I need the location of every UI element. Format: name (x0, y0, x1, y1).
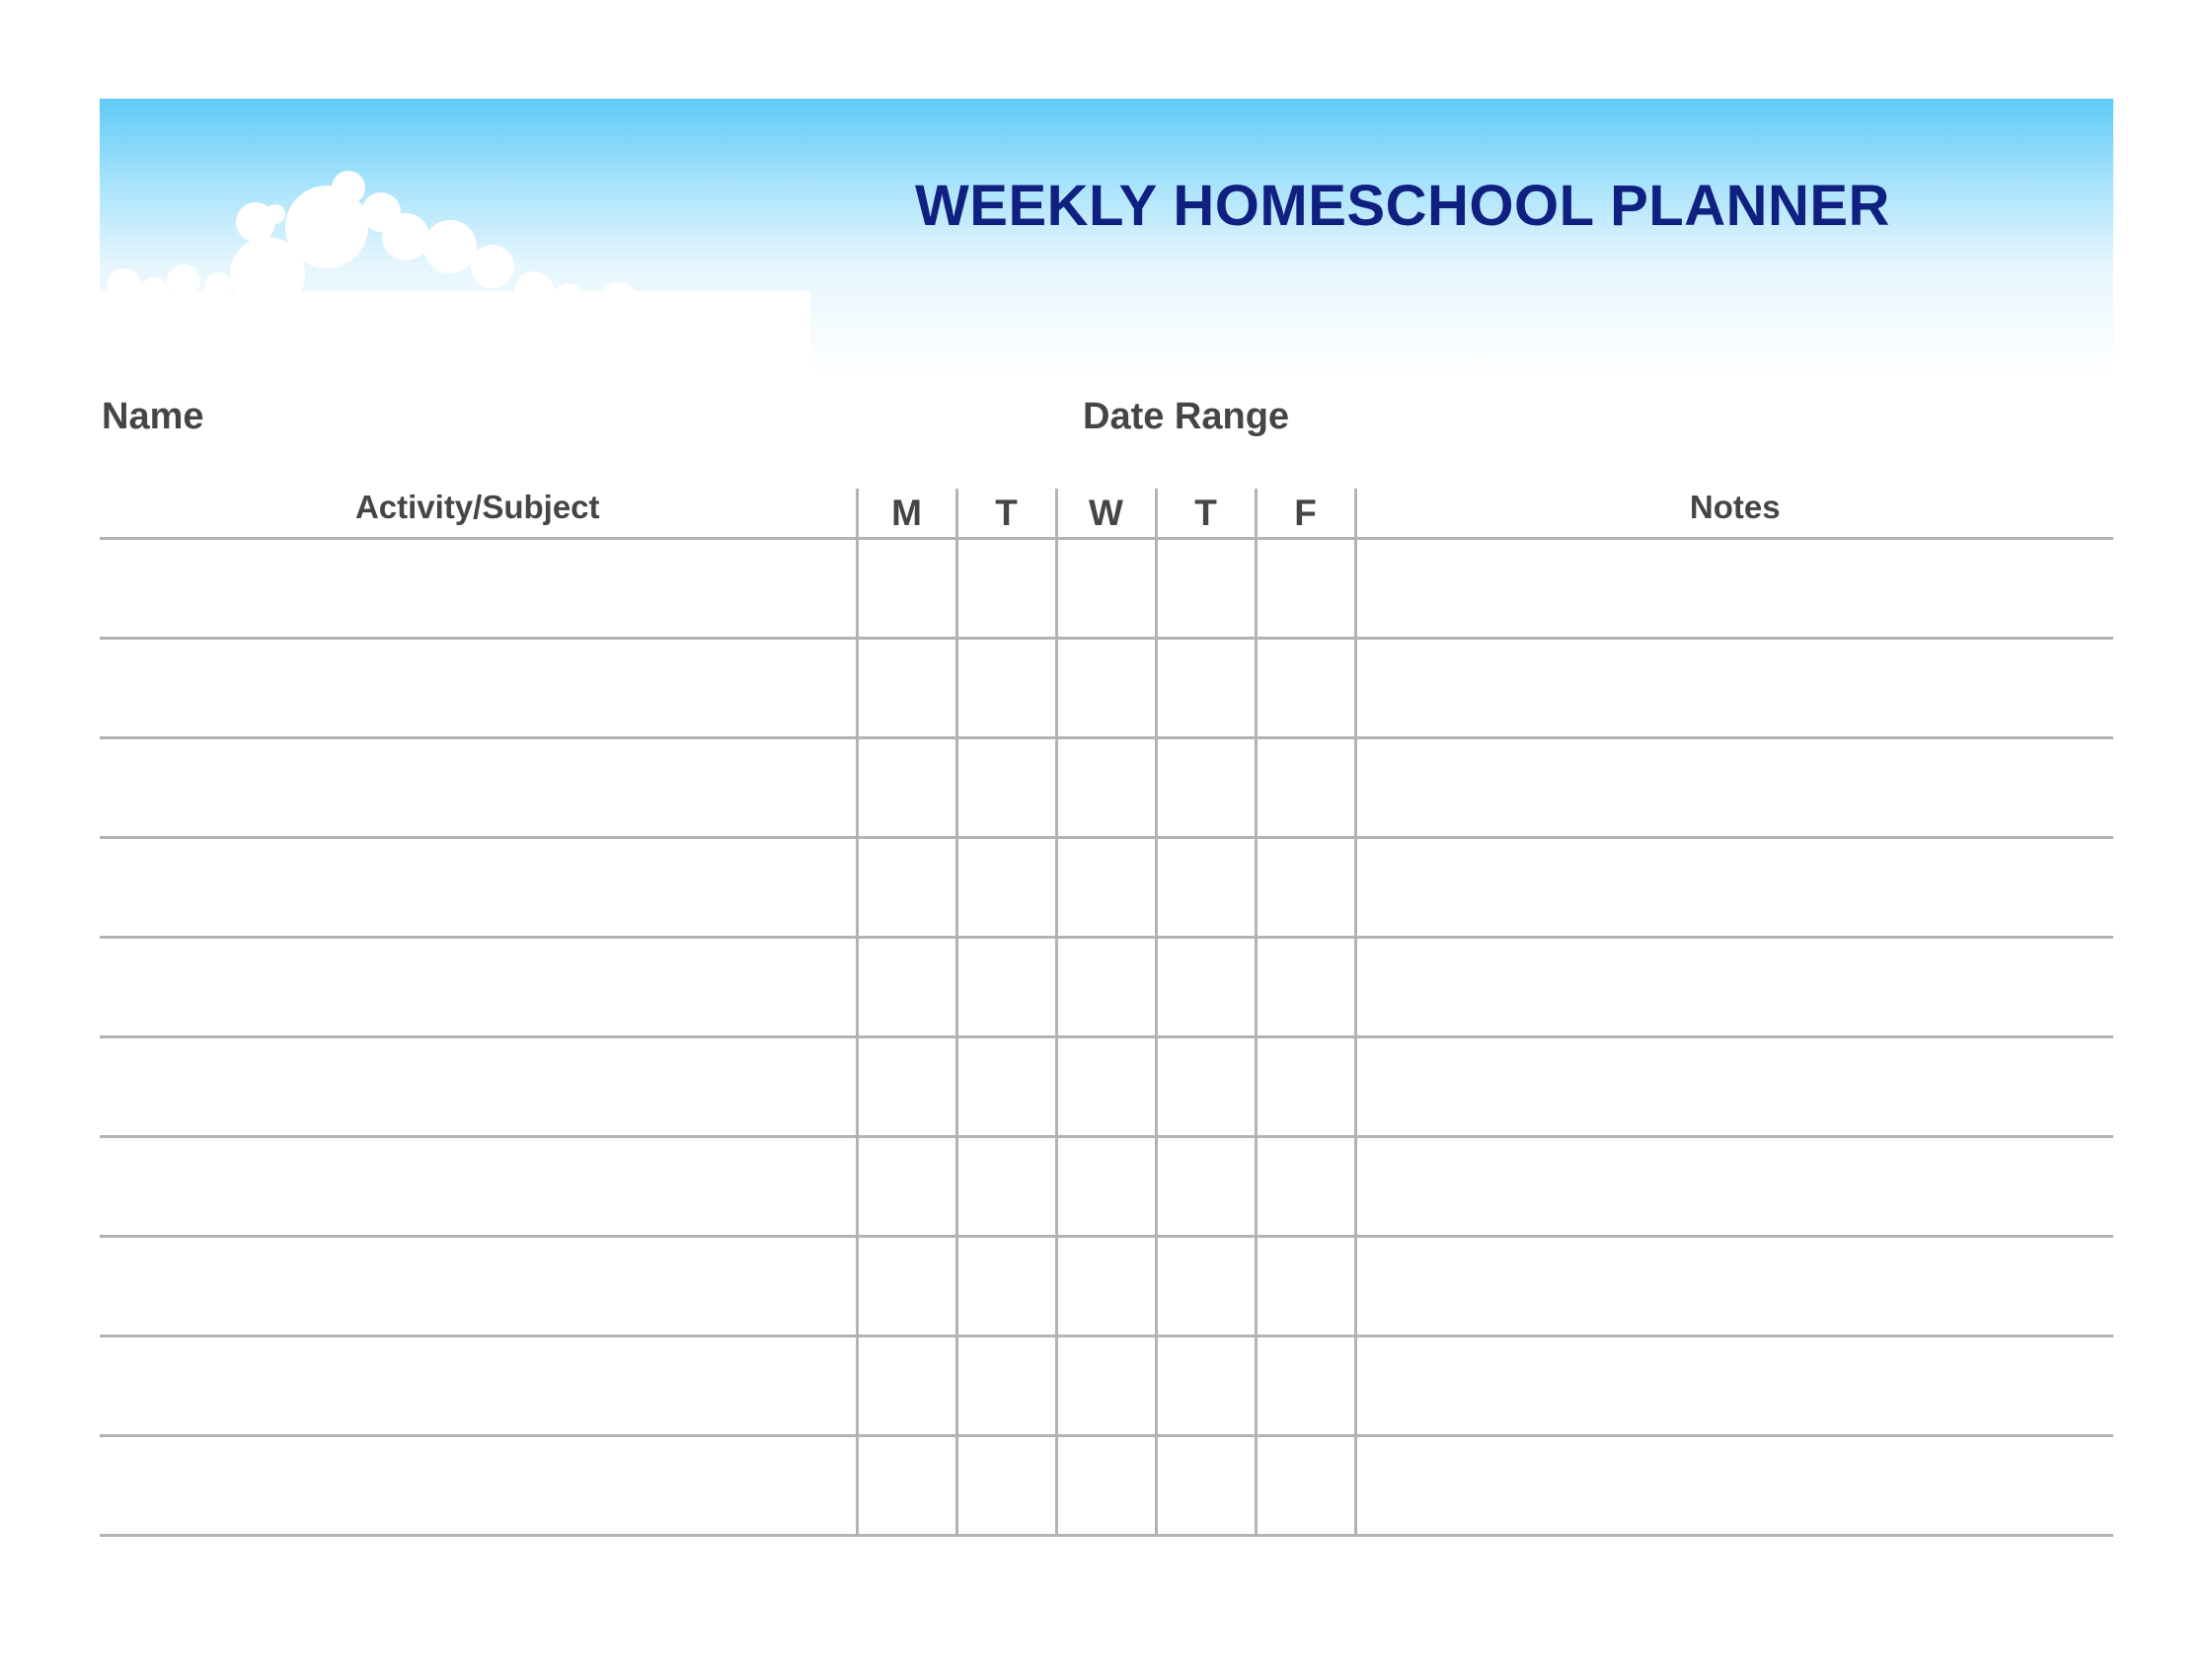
name-label: Name (102, 396, 204, 437)
day-cell-wednesday[interactable] (1056, 1137, 1156, 1237)
notes-cell[interactable] (1355, 539, 2113, 639)
notes-cell[interactable] (1355, 838, 2113, 938)
day-cell-friday[interactable] (1256, 1336, 1355, 1436)
activity-cell[interactable] (100, 838, 857, 938)
notes-cell[interactable] (1355, 738, 2113, 838)
day-cell-tuesday[interactable] (956, 1336, 1056, 1436)
day-cell-monday[interactable] (857, 1237, 956, 1336)
table-row (100, 938, 2113, 1037)
notes-cell[interactable] (1355, 1436, 2113, 1536)
table-row (100, 1436, 2113, 1536)
day-cell-tuesday[interactable] (956, 539, 1056, 639)
day-cell-friday[interactable] (1256, 639, 1355, 738)
day-header-wednesday: W (1056, 489, 1156, 539)
activity-cell[interactable] (100, 639, 857, 738)
activity-cell[interactable] (100, 1237, 857, 1336)
table-row (100, 539, 2113, 639)
day-cell-tuesday[interactable] (956, 1436, 1056, 1536)
day-cell-thursday[interactable] (1156, 1237, 1256, 1336)
notes-cell[interactable] (1355, 1137, 2113, 1237)
day-cell-friday[interactable] (1256, 1237, 1355, 1336)
activity-cell[interactable] (100, 539, 857, 639)
day-header-tuesday: T (956, 489, 1056, 539)
cloud-illustration (100, 99, 810, 375)
activity-subject-header: Activity/Subject (100, 489, 857, 539)
day-header-thursday: T (1156, 489, 1256, 539)
planner-table (100, 489, 2113, 1537)
day-cell-thursday[interactable] (1156, 838, 1256, 938)
table-row (100, 1137, 2113, 1237)
day-cell-monday[interactable] (857, 838, 956, 938)
table-row (100, 1037, 2113, 1137)
day-cell-thursday[interactable] (1156, 1436, 1256, 1536)
activity-cell[interactable] (100, 1336, 857, 1436)
day-cell-tuesday[interactable] (956, 1037, 1056, 1137)
notes-cell[interactable] (1355, 1237, 2113, 1336)
table-row (100, 639, 2113, 738)
day-cell-friday[interactable] (1256, 1037, 1355, 1137)
notes-header: Notes (1355, 489, 2113, 539)
planner-title: WEEKLY HOMESCHOOL PLANNER (915, 174, 1890, 238)
day-cell-thursday[interactable] (1156, 738, 1256, 838)
activity-cell[interactable] (100, 1037, 857, 1137)
header-banner (100, 99, 2113, 375)
day-cell-monday[interactable] (857, 1137, 956, 1237)
day-cell-thursday[interactable] (1156, 1137, 1256, 1237)
table-header-row (100, 489, 2113, 539)
notes-cell[interactable] (1355, 938, 2113, 1037)
day-cell-tuesday[interactable] (956, 938, 1056, 1037)
day-cell-monday[interactable] (857, 1436, 956, 1536)
day-cell-friday[interactable] (1256, 938, 1355, 1037)
notes-cell[interactable] (1355, 639, 2113, 738)
day-cell-friday[interactable] (1256, 738, 1355, 838)
day-cell-thursday[interactable] (1156, 938, 1256, 1037)
activity-cell[interactable] (100, 738, 857, 838)
day-cell-thursday[interactable] (1156, 539, 1256, 639)
day-cell-tuesday[interactable] (956, 838, 1056, 938)
day-cell-wednesday[interactable] (1056, 738, 1156, 838)
planner-body (100, 539, 2113, 1536)
day-cell-wednesday[interactable] (1056, 539, 1156, 639)
table-row (100, 738, 2113, 838)
activity-cell[interactable] (100, 938, 857, 1037)
notes-cell[interactable] (1355, 1336, 2113, 1436)
table-row (100, 838, 2113, 938)
day-cell-friday[interactable] (1256, 838, 1355, 938)
day-cell-friday[interactable] (1256, 1436, 1355, 1536)
notes-cell[interactable] (1355, 1037, 2113, 1137)
activity-cell[interactable] (100, 1137, 857, 1237)
day-cell-wednesday[interactable] (1056, 1336, 1156, 1436)
day-cell-wednesday[interactable] (1056, 838, 1156, 938)
day-cell-wednesday[interactable] (1056, 938, 1156, 1037)
day-cell-thursday[interactable] (1156, 1037, 1256, 1137)
table-row (100, 1336, 2113, 1436)
activity-cell[interactable] (100, 1436, 857, 1536)
day-cell-friday[interactable] (1256, 1137, 1355, 1237)
day-cell-thursday[interactable] (1156, 639, 1256, 738)
day-cell-wednesday[interactable] (1056, 1237, 1156, 1336)
day-cell-friday[interactable] (1256, 539, 1355, 639)
day-cell-monday[interactable] (857, 938, 956, 1037)
table-row (100, 1237, 2113, 1336)
day-header-monday: M (857, 489, 956, 539)
day-header-friday: F (1256, 489, 1355, 539)
day-cell-monday[interactable] (857, 1037, 956, 1137)
day-cell-tuesday[interactable] (956, 1237, 1056, 1336)
day-cell-thursday[interactable] (1156, 1336, 1256, 1436)
day-cell-monday[interactable] (857, 738, 956, 838)
day-cell-monday[interactable] (857, 1336, 956, 1436)
day-cell-wednesday[interactable] (1056, 1037, 1156, 1137)
day-cell-tuesday[interactable] (956, 738, 1056, 838)
day-cell-wednesday[interactable] (1056, 1436, 1156, 1536)
day-cell-wednesday[interactable] (1056, 639, 1156, 738)
day-cell-tuesday[interactable] (956, 639, 1056, 738)
date-range-label: Date Range (1083, 396, 1290, 437)
day-cell-tuesday[interactable] (956, 1137, 1056, 1237)
day-cell-monday[interactable] (857, 639, 956, 738)
day-cell-monday[interactable] (857, 539, 956, 639)
